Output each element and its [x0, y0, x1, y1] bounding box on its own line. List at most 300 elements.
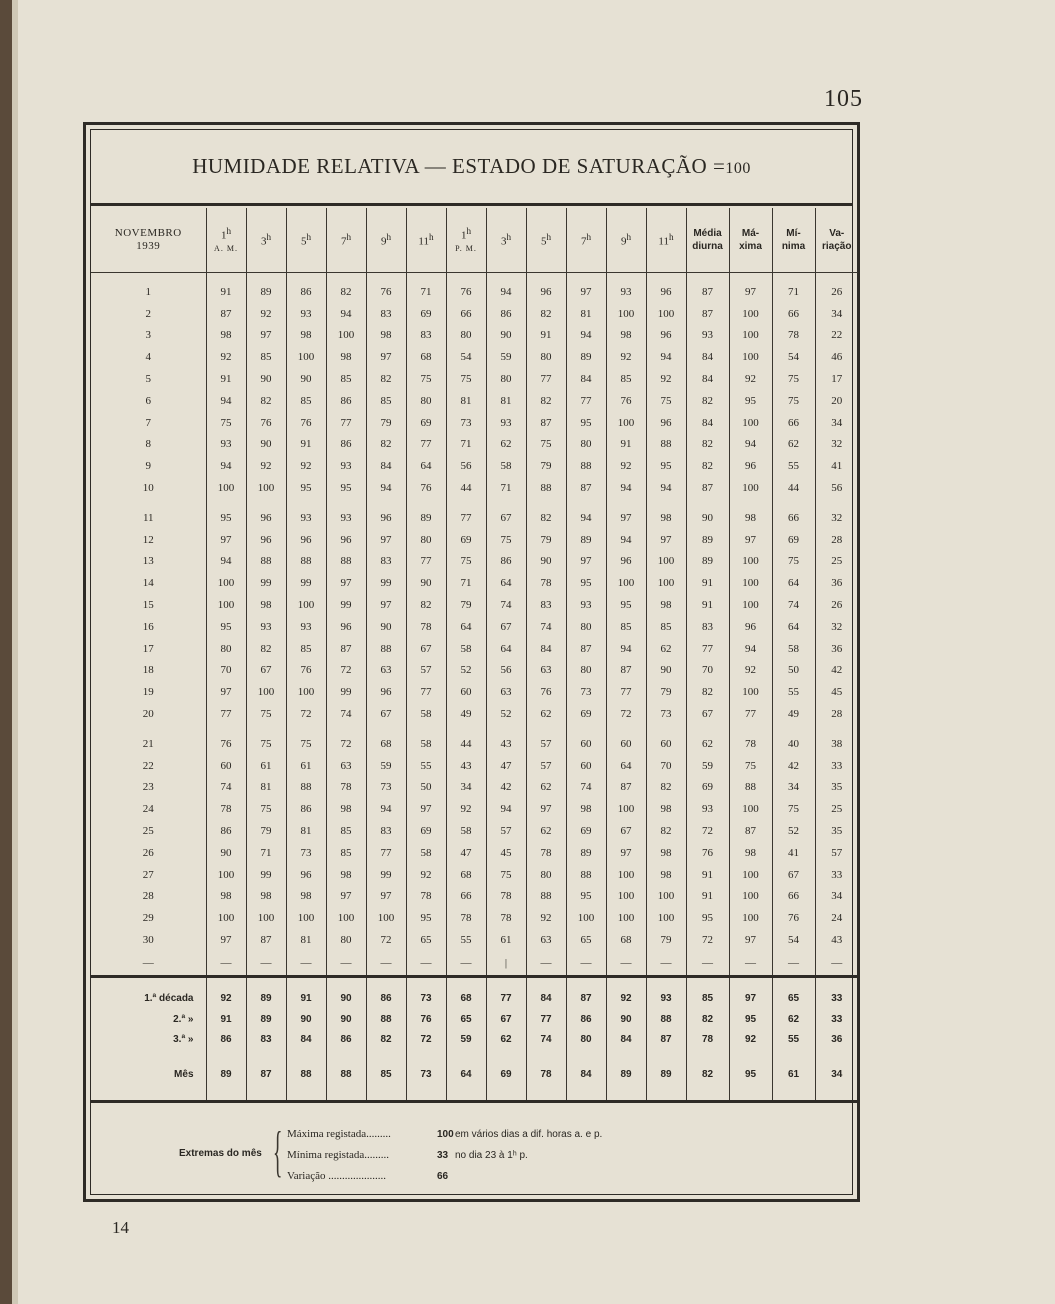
- header-hour-value: 11: [418, 235, 429, 248]
- value-cell: 95: [406, 907, 446, 929]
- title-value: 100: [725, 160, 751, 177]
- value-cell: 100: [729, 886, 772, 908]
- day-row: [91, 303, 858, 325]
- value-cell: 77: [526, 1010, 566, 1030]
- value-cell: 91: [686, 572, 729, 594]
- value-cell: 95: [606, 594, 646, 616]
- value-cell: 100: [729, 907, 772, 929]
- row-label-cell: 23: [142, 781, 154, 794]
- value-cell: 65: [772, 976, 815, 1010]
- extremes-row-value: 66: [437, 1171, 449, 1182]
- value-cell: 94: [729, 638, 772, 660]
- value-cell: 97: [246, 325, 286, 347]
- value-cell: 100: [286, 594, 326, 616]
- value-cell: 75: [246, 798, 286, 820]
- value-cell: 80: [566, 1030, 606, 1050]
- value-cell: 100: [729, 346, 772, 368]
- value-cell: 34: [815, 412, 858, 434]
- extremes-row-label: Mínima registada.........: [287, 1149, 390, 1161]
- value-cell: 50: [406, 777, 446, 799]
- value-cell: 98: [646, 842, 686, 864]
- value-cell: 92: [406, 864, 446, 886]
- header-hour-period: A. M.: [214, 244, 238, 254]
- value-cell: 79: [526, 529, 566, 551]
- value-cell: 59: [486, 346, 526, 368]
- value-cell: 96: [246, 529, 286, 551]
- row-label-cell: 6: [145, 394, 151, 407]
- value-cell: 83: [686, 616, 729, 638]
- value-cell: 54: [772, 929, 815, 951]
- value-cell: 98: [326, 346, 366, 368]
- value-cell: 90: [526, 551, 566, 573]
- extremes-row-value: 33: [437, 1150, 449, 1161]
- value-cell: 81: [486, 390, 526, 412]
- value-cell: 17: [815, 368, 858, 390]
- row-label-cell: 21: [142, 737, 154, 750]
- value-cell: 90: [486, 325, 526, 347]
- value-cell: 94: [646, 477, 686, 499]
- header-stat-line1: Mí-: [786, 228, 801, 239]
- value-cell: 49: [446, 703, 486, 725]
- value-cell: 93: [326, 507, 366, 529]
- value-cell: 98: [646, 594, 686, 616]
- value-cell: 60: [566, 755, 606, 777]
- value-cell: 25: [815, 798, 858, 820]
- value-cell: 85: [646, 616, 686, 638]
- value-cell: 87: [526, 412, 566, 434]
- extremes-row-note: no dia 23 à 1ʰ p.: [455, 1150, 528, 1161]
- value-cell: 74: [526, 1030, 566, 1050]
- value-cell: 87: [686, 303, 729, 325]
- value-cell: 68: [606, 929, 646, 951]
- value-cell: 50: [772, 660, 815, 682]
- value-cell: 97: [366, 886, 406, 908]
- value-cell: 91: [206, 1010, 246, 1030]
- value-cell: 32: [815, 616, 858, 638]
- value-cell: 60: [446, 681, 486, 703]
- row-label-cell: 18: [142, 664, 154, 677]
- value-cell: 28: [815, 703, 858, 725]
- value-cell: 52: [772, 820, 815, 842]
- value-cell: 77: [729, 703, 772, 725]
- value-cell: 97: [729, 529, 772, 551]
- value-cell: 82: [646, 777, 686, 799]
- value-cell: 94: [646, 346, 686, 368]
- value-cell: 82: [406, 594, 446, 616]
- value-cell: 72: [686, 929, 729, 951]
- value-cell: 72: [686, 820, 729, 842]
- spacer-row: [91, 725, 858, 733]
- value-cell: 96: [326, 529, 366, 551]
- value-cell: 75: [729, 755, 772, 777]
- value-cell: 73: [406, 1050, 446, 1088]
- value-cell: 74: [526, 616, 566, 638]
- value-cell: 71: [406, 281, 446, 303]
- value-cell: 95: [206, 616, 246, 638]
- value-cell: 81: [246, 777, 286, 799]
- value-cell: 93: [566, 594, 606, 616]
- value-cell: 100: [646, 551, 686, 573]
- value-cell: 81: [446, 390, 486, 412]
- value-cell: 97: [406, 798, 446, 820]
- header-hour: 9$^h$: [366, 208, 406, 273]
- value-cell: 69: [566, 703, 606, 725]
- humidity-table: [91, 208, 858, 1103]
- table-body: [91, 273, 858, 1102]
- value-cell: —: [246, 951, 286, 975]
- value-cell: 75: [486, 864, 526, 886]
- header-year: 1939: [136, 240, 161, 252]
- day-row: [91, 755, 858, 777]
- value-cell: 98: [646, 798, 686, 820]
- value-cell: 85: [326, 842, 366, 864]
- value-cell: 67: [486, 507, 526, 529]
- value-cell: 98: [206, 325, 246, 347]
- value-cell: 45: [486, 842, 526, 864]
- value-cell: 87: [686, 477, 729, 499]
- value-cell: 68: [446, 864, 486, 886]
- row-label-cell: 28: [142, 890, 154, 903]
- value-cell: 100: [729, 412, 772, 434]
- value-cell: 88: [526, 477, 566, 499]
- day-row: [91, 434, 858, 456]
- value-cell: 78: [729, 733, 772, 755]
- value-cell: 80: [526, 864, 566, 886]
- day-row: [91, 477, 858, 499]
- value-cell: 58: [406, 733, 446, 755]
- value-cell: 60: [606, 733, 646, 755]
- extremes-section: [91, 1122, 852, 1192]
- value-cell: 82: [526, 303, 566, 325]
- value-cell: 82: [686, 434, 729, 456]
- value-cell: 80: [406, 390, 446, 412]
- value-cell: 64: [772, 572, 815, 594]
- value-cell: 91: [206, 281, 246, 303]
- value-cell: 66: [446, 886, 486, 908]
- value-cell: 94: [206, 551, 246, 573]
- value-cell: —: [326, 951, 366, 975]
- value-cell: 96: [646, 412, 686, 434]
- value-cell: 99: [286, 572, 326, 594]
- header-stat: [729, 208, 772, 273]
- value-cell: 67: [486, 616, 526, 638]
- value-cell: 79: [646, 929, 686, 951]
- value-cell: 90: [326, 1010, 366, 1030]
- value-cell: 75: [526, 434, 566, 456]
- value-cell: 99: [326, 681, 366, 703]
- value-cell: 76: [686, 842, 729, 864]
- value-cell: 98: [606, 325, 646, 347]
- value-cell: 74: [206, 777, 246, 799]
- value-cell: 65: [406, 929, 446, 951]
- value-cell: 91: [206, 368, 246, 390]
- header-stat: [686, 208, 729, 273]
- value-cell: 98: [366, 325, 406, 347]
- value-cell: 88: [286, 777, 326, 799]
- value-cell: 90: [246, 434, 286, 456]
- value-cell: 60: [646, 733, 686, 755]
- value-cell: 58: [772, 638, 815, 660]
- value-cell: 88: [286, 1050, 326, 1088]
- value-cell: 74: [326, 703, 366, 725]
- day-row: [91, 616, 858, 638]
- header-hour-value: 3: [260, 235, 267, 248]
- value-cell: 89: [566, 346, 606, 368]
- value-cell: 64: [446, 616, 486, 638]
- value-cell: 64: [406, 455, 446, 477]
- row-label-cell: 1: [145, 285, 151, 298]
- value-cell: 73: [366, 777, 406, 799]
- value-cell: 35: [815, 820, 858, 842]
- value-cell: 88: [566, 864, 606, 886]
- value-cell: 55: [406, 755, 446, 777]
- value-cell: 90: [286, 1010, 326, 1030]
- value-cell: 62: [526, 820, 566, 842]
- value-cell: 84: [566, 1050, 606, 1088]
- row-label-cell: 13: [142, 555, 154, 568]
- value-cell: 86: [326, 390, 366, 412]
- value-cell: 89: [246, 976, 286, 1010]
- value-cell: 75: [246, 703, 286, 725]
- value-cell: 47: [446, 842, 486, 864]
- value-cell: 75: [206, 412, 246, 434]
- value-cell: 94: [366, 477, 406, 499]
- extremes-brace: {: [273, 1121, 283, 1183]
- value-cell: 100: [246, 681, 286, 703]
- value-cell: 62: [486, 434, 526, 456]
- value-cell: —: [526, 951, 566, 975]
- value-cell: 75: [286, 733, 326, 755]
- value-cell: 82: [526, 507, 566, 529]
- header-row: [91, 208, 858, 273]
- value-cell: 95: [566, 412, 606, 434]
- value-cell: 87: [326, 638, 366, 660]
- header-hour-value: 1: [460, 229, 467, 242]
- value-cell: 62: [526, 777, 566, 799]
- value-cell: 52: [486, 703, 526, 725]
- value-cell: 86: [206, 1030, 246, 1050]
- value-cell: 100: [326, 325, 366, 347]
- value-cell: 90: [646, 660, 686, 682]
- value-cell: 87: [566, 477, 606, 499]
- value-cell: 81: [286, 820, 326, 842]
- value-cell: 84: [526, 638, 566, 660]
- value-cell: 92: [526, 907, 566, 929]
- value-cell: 96: [366, 507, 406, 529]
- value-cell: 61: [286, 755, 326, 777]
- value-cell: 33: [815, 1010, 858, 1030]
- value-cell: 85: [606, 368, 646, 390]
- value-cell: 84: [686, 412, 729, 434]
- row-label-cell: 19: [142, 686, 154, 699]
- value-cell: 33: [815, 755, 858, 777]
- day-row: [91, 929, 858, 951]
- day-row: [91, 777, 858, 799]
- day-row: [91, 281, 858, 303]
- extremes-row-min: [287, 1149, 528, 1161]
- value-cell: 95: [566, 572, 606, 594]
- value-cell: 84: [566, 368, 606, 390]
- value-cell: 76: [526, 681, 566, 703]
- value-cell: 96: [729, 616, 772, 638]
- value-cell: 74: [772, 594, 815, 616]
- header-hour: 11$^h$: [406, 208, 446, 273]
- value-cell: 75: [772, 390, 815, 412]
- value-cell: 76: [406, 1010, 446, 1030]
- value-cell: 100: [646, 572, 686, 594]
- value-cell: 82: [686, 390, 729, 412]
- header-hour: 3$^h$: [246, 208, 286, 273]
- day-row: [91, 572, 858, 594]
- value-cell: 90: [286, 368, 326, 390]
- value-cell: 33: [815, 864, 858, 886]
- value-cell: 93: [286, 616, 326, 638]
- header-hour: 1$^h$ P. M.: [446, 208, 486, 273]
- header-hour-value: 7: [340, 235, 347, 248]
- value-cell: 100: [606, 886, 646, 908]
- value-cell: 75: [446, 551, 486, 573]
- value-cell: 93: [686, 325, 729, 347]
- value-cell: 67: [606, 820, 646, 842]
- value-cell: 92: [729, 1030, 772, 1050]
- value-cell: 66: [446, 303, 486, 325]
- value-cell: 90: [366, 616, 406, 638]
- value-cell: 98: [326, 864, 366, 886]
- value-cell: 72: [606, 703, 646, 725]
- value-cell: 87: [566, 976, 606, 1010]
- value-cell: 78: [526, 842, 566, 864]
- value-cell: 100: [286, 681, 326, 703]
- value-cell: 78: [526, 572, 566, 594]
- value-cell: 79: [446, 594, 486, 616]
- value-cell: 95: [326, 477, 366, 499]
- value-cell: 92: [606, 455, 646, 477]
- header-stat: [815, 208, 858, 273]
- value-cell: 63: [486, 681, 526, 703]
- day-row: [91, 551, 858, 573]
- day-row: [91, 529, 858, 551]
- month-row: [91, 1050, 858, 1088]
- value-cell: 100: [206, 594, 246, 616]
- value-cell: 57: [815, 842, 858, 864]
- row-label-cell: 25: [142, 825, 154, 838]
- value-cell: 26: [815, 281, 858, 303]
- value-cell: 100: [646, 886, 686, 908]
- value-cell: 84: [286, 1030, 326, 1050]
- value-cell: 69: [772, 529, 815, 551]
- header-stat: [772, 208, 815, 273]
- value-cell: 77: [486, 976, 526, 1010]
- value-cell: 78: [526, 1050, 566, 1088]
- value-cell: 97: [566, 551, 606, 573]
- value-cell: 78: [486, 886, 526, 908]
- value-cell: 41: [815, 455, 858, 477]
- value-cell: 81: [286, 929, 326, 951]
- value-cell: 93: [286, 303, 326, 325]
- value-cell: 100: [206, 477, 246, 499]
- header-hour-value: 1: [220, 229, 227, 242]
- value-cell: 42: [486, 777, 526, 799]
- value-cell: 94: [206, 455, 246, 477]
- value-cell: 76: [606, 390, 646, 412]
- value-cell: 92: [646, 368, 686, 390]
- value-cell: 72: [326, 660, 366, 682]
- value-cell: 85: [326, 820, 366, 842]
- value-cell: 63: [326, 755, 366, 777]
- value-cell: 34: [446, 777, 486, 799]
- table-frame-inner: [90, 129, 853, 1195]
- value-cell: 82: [366, 434, 406, 456]
- row-label-cell: —: [142, 956, 154, 969]
- value-cell: 100: [606, 303, 646, 325]
- value-cell: 73: [406, 976, 446, 1010]
- value-cell: 74: [486, 594, 526, 616]
- value-cell: 93: [286, 507, 326, 529]
- value-cell: 86: [326, 434, 366, 456]
- value-cell: 90: [246, 368, 286, 390]
- value-cell: 78: [406, 616, 446, 638]
- day-row: [91, 907, 858, 929]
- value-cell: 34: [772, 777, 815, 799]
- value-cell: —: [729, 951, 772, 975]
- value-cell: 97: [526, 798, 566, 820]
- value-cell: 82: [686, 455, 729, 477]
- value-cell: 77: [566, 390, 606, 412]
- page-binding-edge: [0, 0, 12, 1304]
- row-label-cell: 30: [142, 934, 154, 946]
- value-cell: 96: [246, 507, 286, 529]
- value-cell: 87: [606, 660, 646, 682]
- value-cell: 100: [566, 907, 606, 929]
- value-cell: 33: [815, 976, 858, 1010]
- value-cell: 62: [772, 1010, 815, 1030]
- header-hour: 11$^h$: [646, 208, 686, 273]
- value-cell: 62: [686, 733, 729, 755]
- value-cell: 75: [646, 390, 686, 412]
- value-cell: 75: [446, 368, 486, 390]
- value-cell: 45: [815, 681, 858, 703]
- value-cell: 64: [772, 616, 815, 638]
- day-row: [91, 638, 858, 660]
- value-cell: 66: [772, 886, 815, 908]
- value-cell: 90: [206, 842, 246, 864]
- value-cell: 61: [246, 755, 286, 777]
- row-label-cell: 3.ª »: [173, 1034, 194, 1046]
- value-cell: 94: [566, 325, 606, 347]
- day-row: [91, 733, 858, 755]
- value-cell: 34: [815, 1050, 858, 1088]
- value-cell: 61: [772, 1050, 815, 1088]
- value-cell: 97: [646, 529, 686, 551]
- value-cell: 63: [526, 929, 566, 951]
- value-cell: 100: [606, 798, 646, 820]
- value-cell: 20: [815, 390, 858, 412]
- value-cell: 100: [606, 907, 646, 929]
- value-cell: 80: [566, 434, 606, 456]
- value-cell: 80: [406, 529, 446, 551]
- value-cell: 99: [366, 864, 406, 886]
- value-cell: 58: [446, 820, 486, 842]
- table-header: [91, 208, 858, 273]
- value-cell: 100: [366, 907, 406, 929]
- header-hour-value: 9: [620, 235, 627, 248]
- value-cell: 90: [326, 976, 366, 1010]
- value-cell: 66: [772, 507, 815, 529]
- value-cell: 54: [446, 346, 486, 368]
- value-cell: 88: [646, 1010, 686, 1030]
- value-cell: 97: [606, 842, 646, 864]
- value-cell: 78: [446, 907, 486, 929]
